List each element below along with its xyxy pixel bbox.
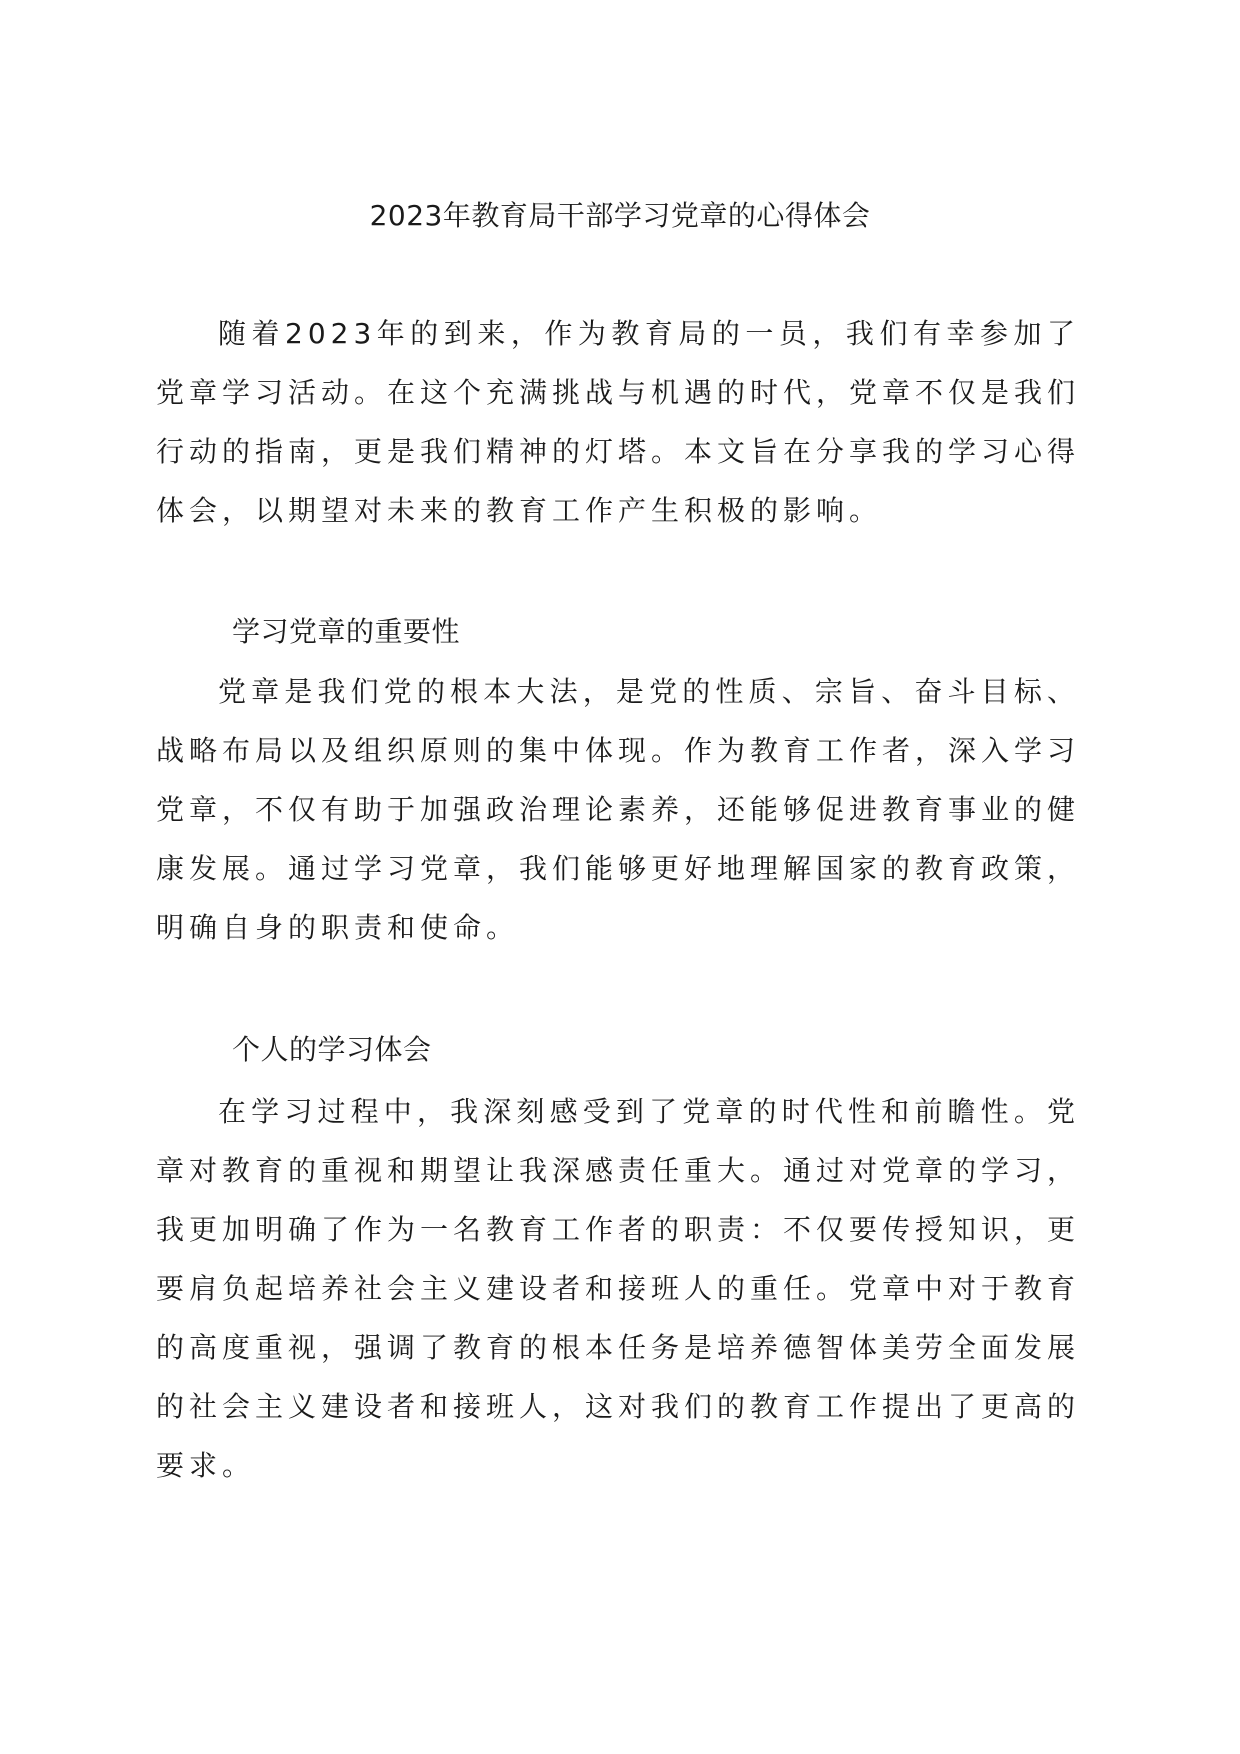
section-body-importance: 党章是我们党的根本大法，是党的性质、宗旨、奋斗目标、战略布局以及组织原则的集中体现。作为教育工作者，深入学习党章，不仅有助于加强政治理论素养，还能够促进教育事业的健康发展。通过学习党章，我们能够更好地理解国家的教育政策，明确自身的职责和使命。 <box>156 675 1081 944</box>
section-heading-personal: 个人的学习体会 <box>232 1033 432 1066</box>
intro-paragraph: 随着2023年的到来，作为教育局的一员，我们有幸参加了党章学习活动。在这个充满挑战与机遇的时代，党章不仅是我们行动的指南，更是我们精神的灯塔。本文旨在分享我的学习心得体会，以期望对未来的教育工作产生积极的影响。 <box>156 317 1081 527</box>
section-heading-importance: 学习党章的重要性 <box>232 615 461 648</box>
document-title: 2023年教育局干部学习党章的心得体会 <box>369 199 871 232</box>
section-body-personal: 在学习过程中，我深刻感受到了党章的时代性和前瞻性。党章对教育的重视和期望让我深感责任重大。通过对党章的学习，我更加明确了作为一名教育工作者的职责：不仅要传授知识，更要肩负起培养社会主义建设者和接班人的重任。党章中对于教育的高度重视，强调了教育的根本任务是培养德智体美劳全面发展的社会主义建设者和接班人，这对我们的教育工作提出了更高的要求。 <box>156 1095 1081 1482</box>
